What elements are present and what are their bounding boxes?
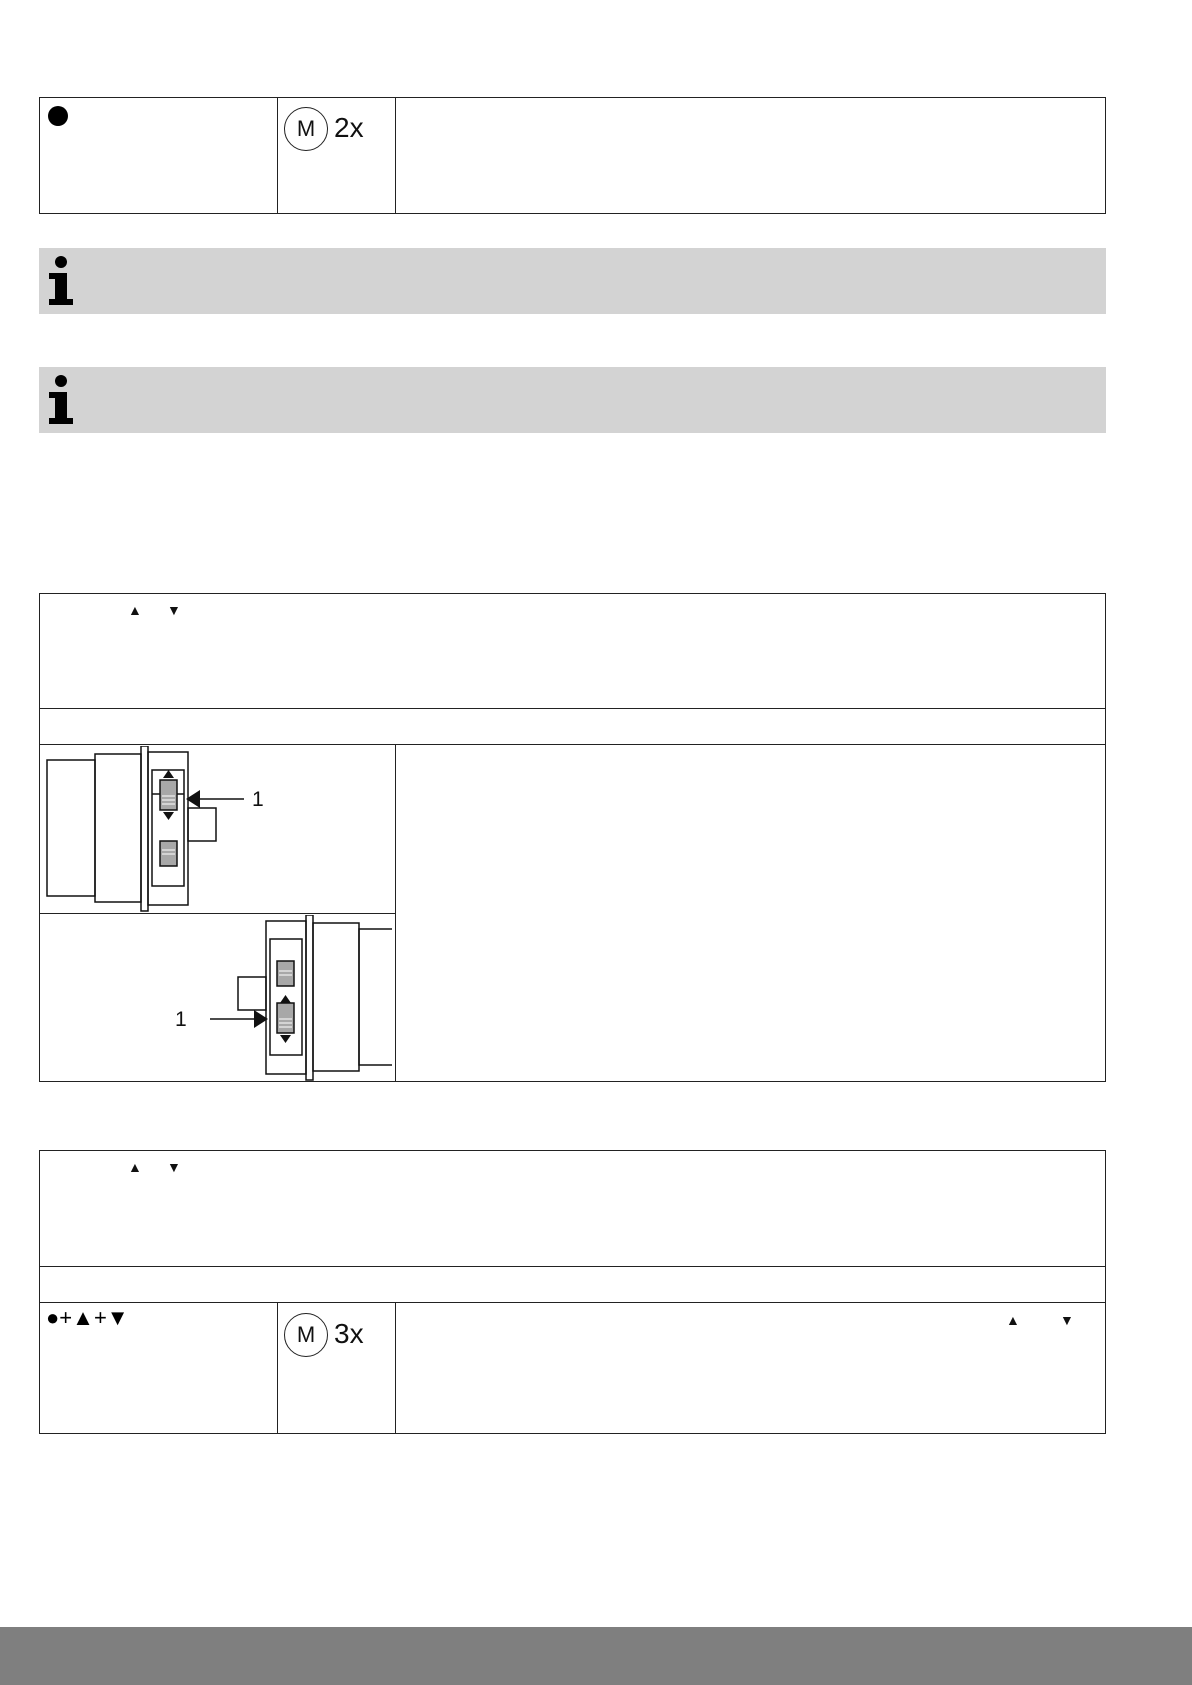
switch-diagram-bottom <box>42 915 392 1081</box>
up-triangle-icon: ▲ <box>1006 1312 1020 1328</box>
down-triangle-icon: ▼ <box>1060 1312 1074 1328</box>
up-triangle-icon: ▲ <box>128 1159 142 1175</box>
callout-label: 1 <box>252 788 264 811</box>
switch-diagram-top <box>42 746 392 912</box>
row-divider <box>40 744 1105 745</box>
footer-bar <box>0 1627 1192 1685</box>
info-note-bar <box>39 367 1106 433</box>
middle-step-table <box>39 593 1106 1082</box>
column-divider <box>395 744 396 1081</box>
row-divider <box>40 708 1105 709</box>
column-divider <box>395 98 396 213</box>
bottom-step-table <box>39 1150 1106 1434</box>
info-note-bar <box>39 248 1106 314</box>
press-count: 3x <box>334 1318 364 1349</box>
column-divider <box>277 98 278 213</box>
figure-divider <box>40 913 395 914</box>
down-triangle-icon: ▼ <box>167 1159 181 1175</box>
dot-button-icon: ● <box>46 1305 60 1330</box>
up-button-icon: ▲ <box>72 1305 94 1330</box>
button-combination <box>46 1306 129 1330</box>
down-button-icon: ▼ <box>106 1305 129 1330</box>
callout-label: 1 <box>175 1008 187 1031</box>
plus-sign: + <box>93 1305 107 1330</box>
m-button-icon: M <box>284 1313 328 1357</box>
down-triangle-icon: ▼ <box>167 602 181 618</box>
m-button-icon: M <box>284 107 328 151</box>
column-divider <box>395 1302 396 1433</box>
up-triangle-icon: ▲ <box>128 602 142 618</box>
info-icon <box>43 372 83 428</box>
info-icon <box>43 253 83 309</box>
plus-sign: + <box>59 1305 73 1330</box>
press-count: 2x <box>334 112 364 143</box>
row-divider <box>40 1302 1105 1303</box>
column-divider <box>277 1302 278 1433</box>
top-step-table <box>39 97 1106 214</box>
row-divider <box>40 1266 1105 1267</box>
dot-button-icon <box>48 106 68 126</box>
